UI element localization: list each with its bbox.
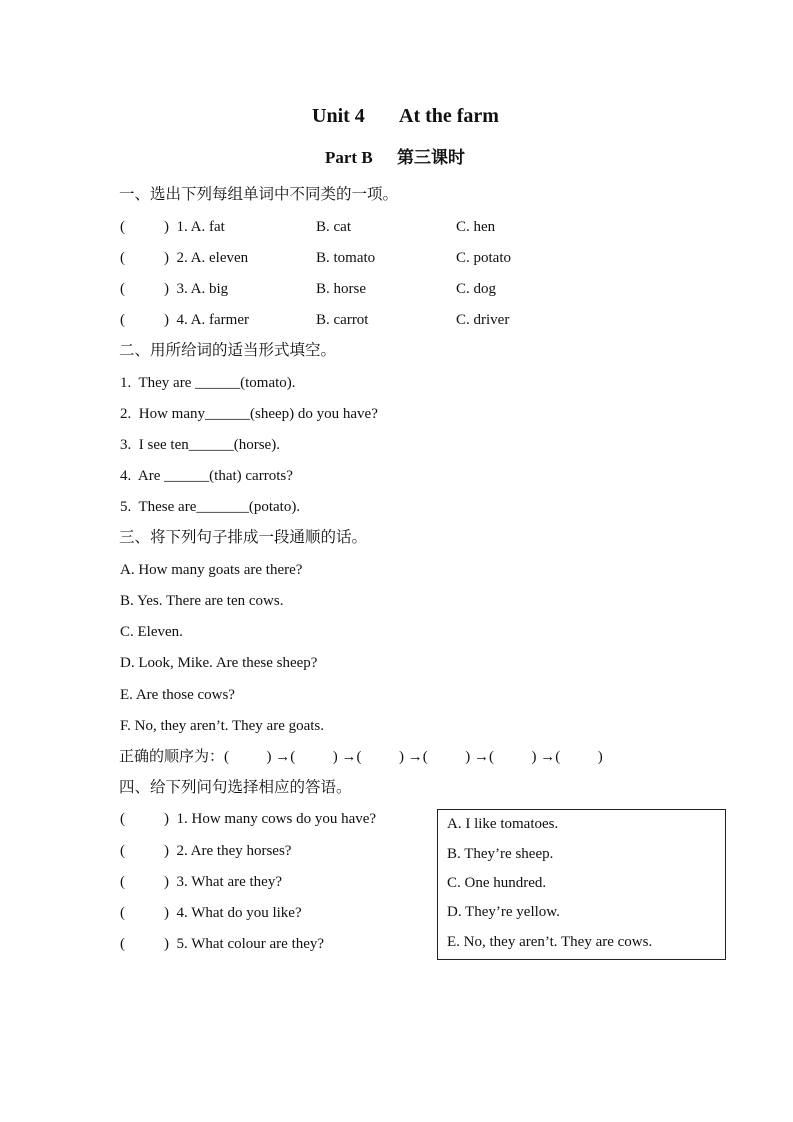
s2-item-5: 5. These are_______(potato). — [120, 499, 301, 515]
s2-item-4: 4. Are ______(that) carrots? — [120, 468, 293, 484]
s1-option-b: B. carrot — [316, 312, 369, 328]
s3-order-line: 正确的顺序为：( ) →( ) →( ) →( ) →( ) →( ) — [119, 749, 603, 765]
lesson-label: 第三课时 — [397, 148, 465, 167]
s1-option-b: B. horse — [316, 281, 366, 297]
s1-option-a: ) 2. A. eleven — [164, 250, 249, 266]
s1-option-c: C. hen — [456, 219, 496, 235]
paren-open: ( — [120, 312, 125, 328]
section-2-heading: 二、用所给词的适当形式填空。 — [119, 342, 337, 359]
answer-c: C. One hundred. — [447, 875, 547, 891]
s2-item-1: 1. They are ______(tomato). — [120, 375, 296, 391]
s3-item-e: E. Are those cows? — [120, 687, 235, 703]
s4-question-text: ) 3. What are they? — [164, 874, 283, 890]
s1-option-b: B. cat — [316, 219, 351, 235]
paren-open: ( — [120, 874, 125, 890]
part-label: Part B — [325, 148, 373, 167]
section-4-heading: 四、给下列问句选择相应的答语。 — [119, 779, 352, 796]
s3-item-d: D. Look, Mike. Are these sheep? — [120, 655, 318, 671]
paren-open: ( — [120, 811, 125, 827]
s2-item-2: 2. How many______(sheep) do you have? — [120, 406, 378, 422]
s1-option-c: C. dog — [456, 281, 497, 297]
answer-a: A. I like tomatoes. — [447, 816, 559, 832]
section-3-heading: 三、将下列句子排成一段通顺的话。 — [119, 529, 368, 546]
answer-b: B. They’re sheep. — [447, 846, 554, 862]
paren-open: ( — [120, 936, 125, 952]
s3-item-f: F. No, they aren’t. They are goats. — [120, 718, 325, 734]
s1-option-c: C. potato — [456, 250, 511, 266]
paren-open: ( — [120, 843, 125, 859]
s1-option-a: ) 4. A. farmer — [164, 312, 249, 328]
paren-open: ( — [120, 905, 125, 921]
s1-option-b: B. tomato — [316, 250, 376, 266]
s3-item-c: C. Eleven. — [120, 624, 183, 640]
s2-item-3: 3. I see ten______(horse). — [120, 437, 280, 453]
paren-open: ( — [120, 281, 125, 297]
unit-label: Unit 4 — [312, 105, 365, 127]
answer-d: D. They’re yellow. — [447, 904, 560, 920]
section-1-heading: 一、选出下列每组单词中不同类的一项。 — [119, 186, 399, 203]
s4-question-text: ) 1. How many cows do you have? — [164, 811, 377, 827]
answer-e: E. No, they aren’t. They are cows. — [447, 934, 653, 950]
s4-question-text: ) 5. What colour are they? — [164, 936, 325, 952]
paren-open: ( — [120, 219, 125, 235]
s1-option-c: C. driver — [456, 312, 510, 328]
s4-question-text: ) 4. What do you like? — [164, 905, 302, 921]
s4-question-text: ) 2. Are they horses? — [164, 843, 292, 859]
page-title: At the farm — [399, 105, 499, 127]
paren-open: ( — [120, 250, 125, 266]
s1-option-a: ) 3. A. big — [164, 281, 229, 297]
s3-item-a: A. How many goats are there? — [120, 562, 303, 578]
s3-item-b: B. Yes. There are ten cows. — [120, 593, 284, 609]
s1-option-a: ) 1. A. fat — [164, 219, 225, 235]
